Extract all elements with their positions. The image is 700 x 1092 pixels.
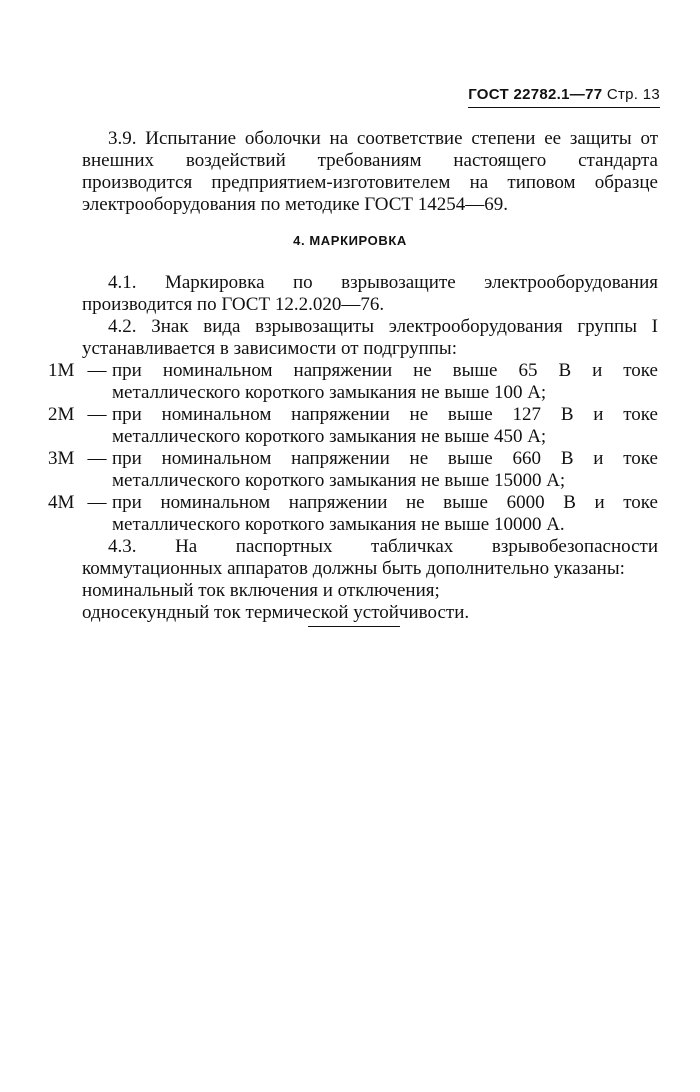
section-4-block xyxy=(48,272,658,624)
subgroup-code: 1М xyxy=(48,360,75,381)
subgroup-item xyxy=(48,492,658,536)
subgroup-item xyxy=(48,360,658,404)
end-rule xyxy=(308,626,400,627)
page-header xyxy=(468,86,660,108)
subgroup-dash: — xyxy=(87,448,107,469)
subgroup-text: при номинальном напряжении не выше 65 В и токе металлического короткого замыкания не выше 100 А; xyxy=(112,360,658,403)
subgroup-dash: — xyxy=(87,492,107,513)
subgroup-code: 3М xyxy=(48,448,75,469)
paragraph-4-1: 4.1. Маркировка по взрывозащите электрооборудования производится по ГОСТ 12.2.020—76. xyxy=(82,272,658,315)
header-doc-number: ГОСТ 22782.1—77 xyxy=(468,86,603,103)
subgroup-text: при номинальном напряжении не выше 660 В и токе металлического короткого замыкания не выше 15000 А; xyxy=(112,448,658,491)
section-3-block xyxy=(82,128,658,216)
subgroup-code: 4М xyxy=(48,492,75,513)
header-page-number: Стр. 13 xyxy=(606,86,660,103)
subgroup-item xyxy=(48,448,658,492)
paragraph-3-9: 3.9. Испытание оболочки на соответствие степени ее защиты от внешних воздействий требованиям настоящего стандарта производится предприятием-изготовителем на типовом образце электрооборудования по методике ГОСТ 14254—69. xyxy=(82,128,658,215)
subgroup-item xyxy=(48,404,658,448)
list-item: односекундный ток термической устойчивости. xyxy=(82,602,470,623)
section-heading: 4. МАРКИРОВКА xyxy=(293,233,407,248)
paragraph-4-2: 4.2. Знак вида взрывозащиты электрооборудования группы I устанавливается в зависимости от подгруппы: xyxy=(82,316,658,359)
list-item: номинальный ток включения и отключения; xyxy=(82,580,440,601)
subgroup-dash: — xyxy=(87,360,107,381)
subgroup-text: при номинальном напряжении не выше 6000 В и токе металлического короткого замыкания не выше 10000 А. xyxy=(112,492,658,535)
subgroup-dash: — xyxy=(87,404,107,425)
paragraph-4-3: 4.3. На паспортных табличках взрывобезопасности коммутационных аппаратов должны быть дополнительно указаны: xyxy=(82,536,658,579)
subgroup-text: при номинальном напряжении не выше 127 В и токе металлического короткого замыкания не выше 450 А; xyxy=(112,404,658,447)
subgroup-code: 2М xyxy=(48,404,75,425)
